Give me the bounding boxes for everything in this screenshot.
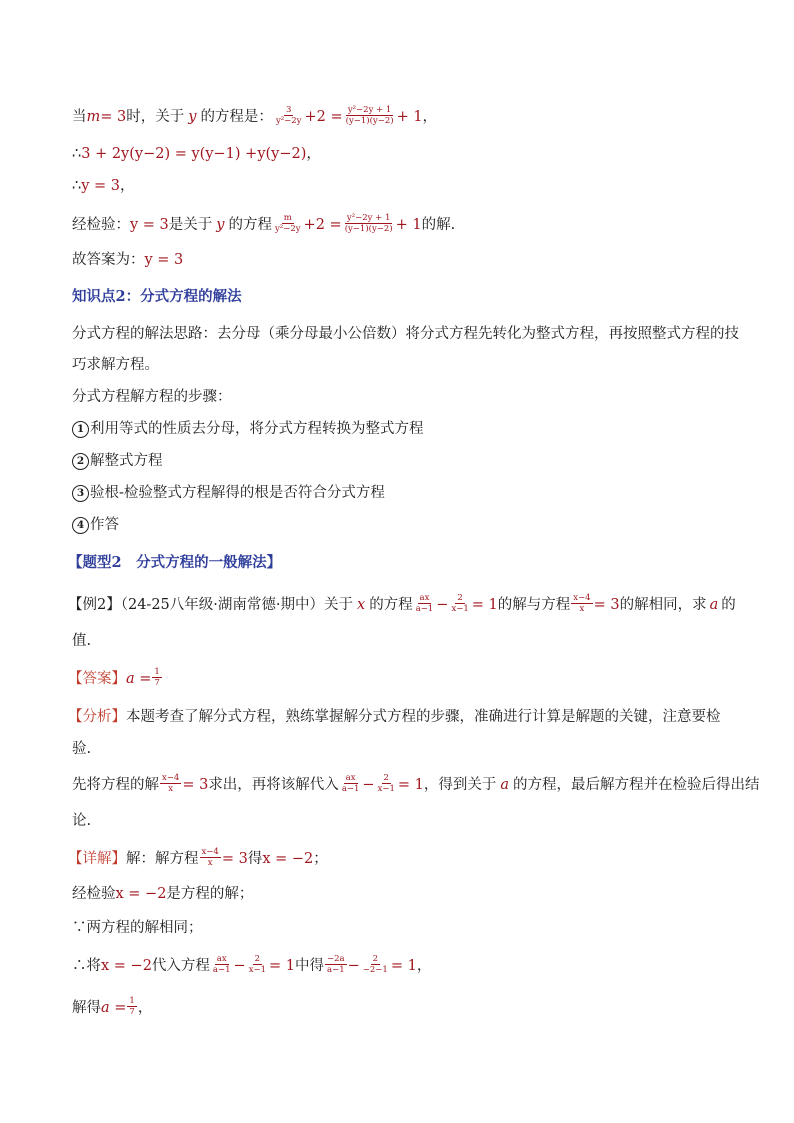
math: − (362, 776, 375, 793)
step-item (72, 483, 385, 503)
math-var: y (216, 216, 225, 233)
therefore-symbol: ∴ (72, 178, 82, 194)
circled-number: 3 (72, 485, 89, 502)
answer-block (68, 668, 163, 689)
math: − (233, 957, 246, 974)
paragraph-line (72, 811, 91, 831)
fraction: $\frac{ax}{a-1}$ (212, 954, 231, 975)
fraction: $\frac{1}{7}$ (154, 667, 160, 688)
math-var: m (86, 108, 101, 125)
fraction: $\frac{x-4}{x}$ (162, 773, 180, 794)
math: + 1 (396, 108, 423, 125)
fraction: $\frac{3}{\text{y²−2y}}$ (275, 105, 302, 126)
paragraph-line (72, 631, 91, 651)
example-line (68, 594, 736, 615)
fraction: $\frac{\text{y²−2y + 1}}{(y-1)(y-2)}$ (344, 213, 393, 234)
text: 本题考查了解分式方程，熟练掌握解分式方程的步骤，准确进行计算是解题的关键，注意要检 (126, 709, 721, 725)
text: ， (416, 957, 432, 974)
detail-line (72, 955, 431, 976)
text: ， (422, 108, 438, 125)
analysis-line (68, 707, 721, 727)
question-type-heading (68, 553, 281, 573)
text: 经检验 (72, 886, 116, 902)
detail-tag: 【详解】 (68, 850, 126, 867)
math: y = 3 (81, 178, 121, 194)
text: 故答案为： (72, 252, 145, 268)
math-var: a (500, 776, 510, 793)
text: 的解. (421, 216, 456, 233)
text: 论. (72, 813, 92, 829)
solution-line-result (72, 176, 135, 196)
fraction: $\frac{2}{x-1}$ (451, 593, 469, 614)
math-var: x (357, 596, 366, 613)
text: 解：解方程 (126, 850, 199, 867)
heading-text: 【题型2 分式方程的一般解法】 (68, 554, 282, 571)
text: ， (306, 146, 321, 162)
text: 利用等式的性质去分母，将分式方程转换为整式方程 (90, 421, 424, 437)
math: x = −2 (101, 957, 152, 974)
text: 解得 (72, 999, 101, 1016)
math-var: a (709, 596, 719, 613)
detail-line (72, 884, 253, 904)
text: 的方程 (369, 596, 413, 613)
text: 的方程，最后解方程并在检验后得出结 (513, 776, 760, 793)
text: 解整式方程 (90, 453, 163, 469)
text: 当 (72, 108, 87, 125)
text: ，得到关于 (423, 776, 497, 793)
text: 的方程 (228, 216, 272, 233)
math: − (347, 957, 360, 974)
text: ， (120, 178, 135, 194)
math: y = 3 (144, 252, 184, 268)
fraction: $\frac{2}{x-1}$ (377, 773, 395, 794)
math: = 1 (390, 957, 417, 974)
answer-line (72, 250, 183, 270)
step-item (72, 515, 119, 535)
text: 的方程是： (200, 108, 273, 125)
solution-line-step (72, 144, 321, 164)
detail-line (72, 918, 203, 938)
detail-line (72, 997, 152, 1018)
circled-number: 4 (72, 517, 89, 534)
math: = 3 (100, 108, 127, 125)
fraction: $\frac{x-4}{x}$ (573, 593, 591, 614)
text: 得 (247, 850, 263, 867)
solution-line-equation (72, 106, 437, 127)
knowledge-point-heading (72, 287, 242, 307)
math: = 3 (182, 776, 209, 793)
text: ； (313, 850, 328, 867)
math: = 1 (269, 957, 295, 974)
text: 时，关于 (126, 108, 185, 125)
math-var: y (188, 108, 197, 125)
circled-number: 2 (72, 453, 89, 470)
step-item (72, 451, 163, 471)
fraction: $\frac{ax}{a-1}$ (415, 593, 434, 614)
fraction: $\frac{1}{7}$ (129, 996, 135, 1017)
text: 的解与方程 (497, 596, 571, 613)
heading-text: 知识点2：分式方程的解法 (72, 288, 242, 305)
paragraph-line (72, 355, 159, 375)
text: 是方程的解； (166, 886, 254, 902)
text: 分式方程的解法思路：去分母（乘分母最小公倍数）将分式方程先转化为整式方程，再按照整式方程的技 (72, 326, 739, 342)
text: 先将方程的解 (72, 776, 159, 793)
text: 巧求解方程。 (72, 357, 159, 373)
text: 代入方程 (151, 957, 210, 974)
math: − (436, 596, 449, 613)
fraction: $\frac{\text{y²−2y + 1}}{(y-1)(y-2)}$ (345, 105, 394, 126)
math: y = 3 (130, 216, 169, 233)
text: 中得 (295, 957, 324, 974)
math: +2 = (304, 108, 343, 125)
text: 经检验： (72, 216, 130, 233)
paragraph-line (72, 739, 91, 759)
fraction: $\frac{2}{-2-1}$ (362, 954, 388, 975)
circled-number: 1 (72, 421, 89, 438)
text: 的 (721, 596, 736, 613)
text: ， (137, 999, 153, 1016)
text: 验根-检验整式方程解得的根是否符合分式方程 (90, 485, 385, 501)
solution-line-check (72, 214, 455, 235)
fraction: $\frac{m}{\text{y²−2y}}$ (275, 213, 301, 234)
paragraph-line (72, 387, 232, 407)
step-item (72, 419, 424, 439)
text: 【例2】（24-25八年级·湖南常德·期中）关于 (68, 596, 353, 613)
text: 分式方程解方程的步骤： (72, 389, 232, 405)
fraction: $\frac{-2a}{a-1}$ (327, 954, 345, 975)
fraction: $\frac{ax}{a-1}$ (341, 773, 360, 794)
math: + 1 (395, 216, 422, 233)
math: x = −2 (262, 850, 314, 867)
text: 求出，再将该解代入 (208, 776, 339, 793)
text: 验. (72, 741, 92, 757)
fraction: $\frac{2}{x-1}$ (248, 954, 267, 975)
text: ∴将 (72, 957, 101, 974)
therefore-symbol: ∴ (72, 146, 82, 162)
detail-line (68, 848, 328, 869)
text: 值. (72, 633, 92, 649)
math: = 3 (593, 596, 620, 613)
answer-tag: 【答案】 (68, 670, 126, 687)
math: a = (126, 670, 152, 687)
text: 作答 (90, 517, 119, 533)
paragraph-line (72, 324, 739, 344)
analysis-tag: 【分析】 (68, 709, 126, 725)
analysis-line (72, 774, 760, 795)
text: ∵两方程的解相同； (72, 920, 203, 936)
text: 是关于 (168, 216, 213, 233)
math: = 1 (397, 776, 424, 793)
math: a = (101, 999, 127, 1016)
math: 3 + 2y(y−2) = y(y−1) +y(y−2) (81, 146, 307, 162)
fraction: $\frac{x-4}{x}$ (201, 847, 219, 868)
math: = 3 (221, 850, 248, 867)
math: x = −2 (115, 886, 167, 902)
text: 的解相同，求 (619, 596, 707, 613)
math: +2 = (303, 216, 342, 233)
math: = 1 (471, 596, 498, 613)
